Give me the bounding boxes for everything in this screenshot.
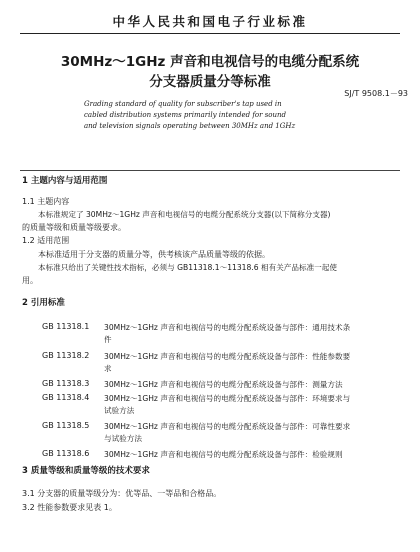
section-1-1-text-line-2: 的质量等级和质量等级要求。 [22,223,126,232]
reference-code: GB 11318.4 [42,393,90,402]
reference-title-line-2: 求 [104,364,112,373]
reference-title-line-1: 30MHz～1GHz 声音和电视信号的电缆分配系统设备与部件：检验规则 [104,450,343,459]
section-1-1-text-line-1: 本标准规定了 30MHz～1GHz 声音和电视信号的电缆分配系统分支器(以下简称分支器) [38,210,331,219]
reference-code: GB 11318.5 [42,421,90,430]
document-title-line-1: 30MHz～1GHz 声音和电视信号的电缆分配系统 [60,54,360,70]
reference-title-line-1: 30MHz～1GHz 声音和电视信号的电缆分配系统设备与部件：环境要求与 [104,394,351,403]
english-title-line-2: cabled distribution systems primarily intended for sound [84,111,287,119]
english-title-line-1: Grading standard of quality for subscriber's tap used in [84,100,282,108]
document-title-line-2: 分支器质量分等标准 [149,74,271,90]
section-2-heading: 2 引用标准 [22,298,65,308]
section-3-2-text: 3.2 性能参数要求见表 1。 [22,503,117,512]
reference-title-line-1: 30MHz～1GHz 声音和电视信号的电缆分配系统设备与部件：可靠性要求 [104,422,351,431]
reference-title-line-1: 30MHz～1GHz 声音和电视信号的电缆分配系统设备与部件：通用技术条 [104,323,351,332]
reference-title-line-2: 试验方法 [104,406,135,415]
section-1-2-heading: 1.2 适用范围 [22,236,70,245]
section-1-2-text-line-3: 用。 [22,276,38,285]
standard-category-header: 中华人民共和国电子行业标准 [112,14,308,29]
reference-title-line-2: 与试验方法 [104,434,142,443]
section-1-1-heading: 1.1 主题内容 [22,197,70,206]
section-3-1-text: 3.1 分支器的质量等级分为：优等品、一等品和合格品。 [22,489,222,498]
reference-title-line-1: 30MHz～1GHz 声音和电视信号的电缆分配系统设备与部件：性能参数要 [104,352,351,361]
reference-code: GB 11318.2 [42,351,90,360]
reference-code: GB 11318.3 [42,379,90,388]
title-rule [20,170,400,171]
reference-code: GB 11318.6 [42,449,90,458]
section-1-heading: 1 主题内容与适用范围 [22,176,108,186]
reference-title-line-2: 件 [104,335,112,344]
section-3-heading: 3 质量等级和质量等级的技术要求 [22,466,150,476]
english-title-line-3: and television signals operating between 30MHz and 1GHz [84,122,296,130]
header-rule [20,33,400,34]
section-1-2-text-line-1: 本标准适用于分支器的质量分等，供考核该产品质量等级的依据。 [38,250,270,259]
reference-title-line-1: 30MHz～1GHz 声音和电视信号的电缆分配系统设备与部件：测量方法 [104,380,343,389]
section-1-2-text-line-2: 本标准只给出了关键性技术指标，必须与 GB11318.1～11318.6 相有关产品标准一起使 [38,263,337,272]
reference-code: GB 11318.1 [42,322,90,331]
standard-number: SJ/T 9508.1－93 [344,89,408,98]
